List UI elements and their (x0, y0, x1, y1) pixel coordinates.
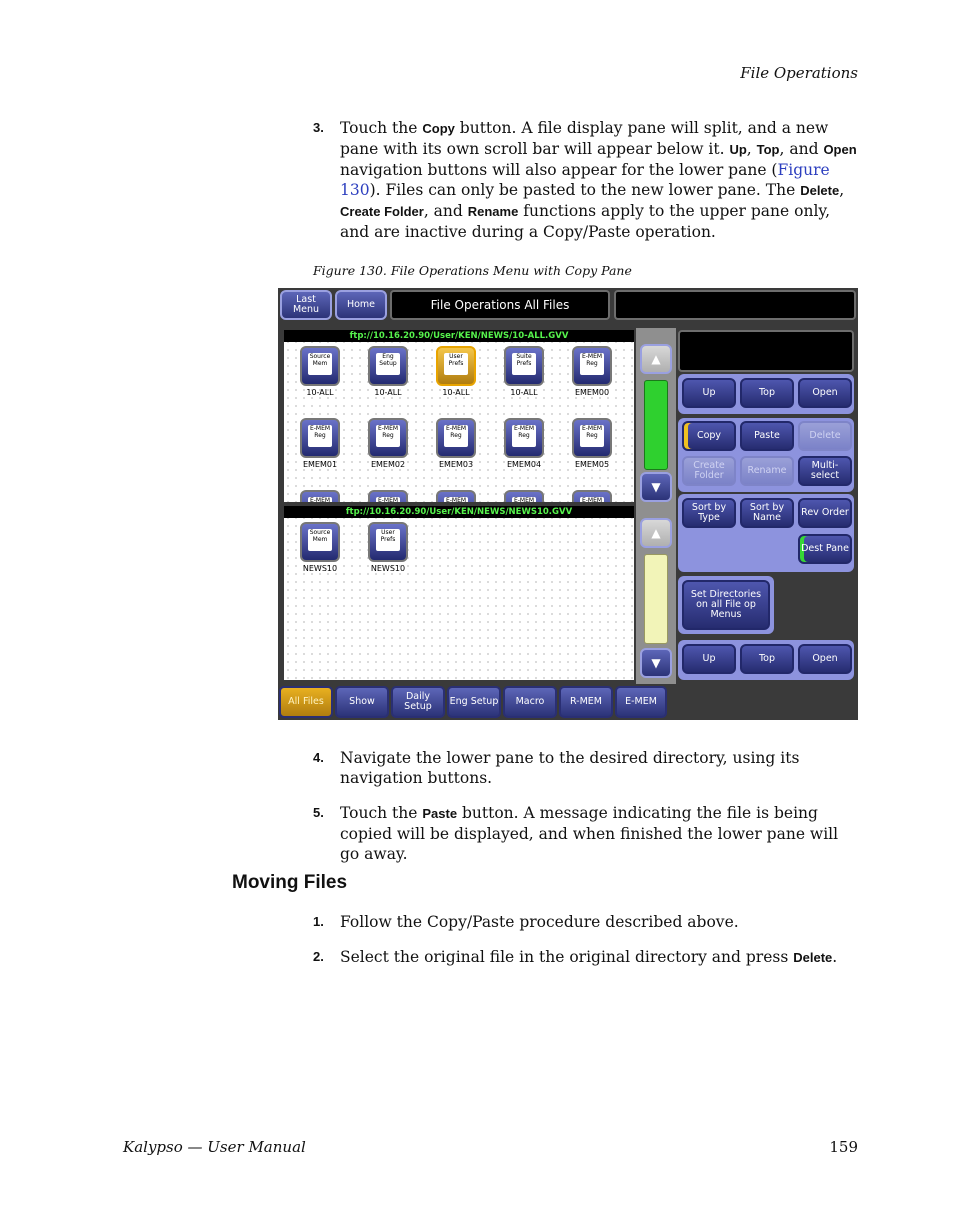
file-icon-selected[interactable] (436, 346, 476, 386)
lower-scroll-thumb[interactable] (644, 554, 668, 644)
step-5 (313, 803, 858, 864)
step-text: Navigate the lower pane to the desired directory, using its navigation buttons. (340, 749, 800, 787)
step-3 (313, 118, 858, 242)
file-icon-type: E-MEM Reg (444, 425, 468, 447)
figure-link[interactable]: Figure 130 (340, 161, 830, 199)
create-folder-button[interactable]: Create Folder (682, 456, 736, 486)
rev-order-button[interactable]: Rev Order (798, 498, 852, 528)
file-operations-screenshot (278, 288, 858, 720)
file-icon-type: E-MEM Reg (580, 425, 604, 447)
file-icon-partial[interactable] (368, 490, 408, 502)
file-icon[interactable] (504, 418, 544, 458)
file-icon-type: E-MEM Reg (376, 425, 400, 447)
tab-e-mem[interactable]: E-MEM (615, 686, 667, 718)
section-heading: Moving Files (232, 872, 348, 893)
upper-scroll-thumb[interactable] (644, 380, 668, 470)
file-label: 10-ALL (306, 388, 334, 397)
step-number: 4. (313, 750, 324, 765)
file-icon-type: Source Mem (308, 529, 332, 551)
file-icon[interactable] (504, 346, 544, 386)
file-icon[interactable] (572, 346, 612, 386)
file-icon-type: E-MEM Reg (512, 425, 536, 447)
upper-open-button[interactable]: Open (798, 378, 852, 408)
upper-file-pane[interactable] (284, 330, 634, 502)
moving-step-2 (313, 947, 858, 968)
file-label: EMEM05 (574, 460, 610, 469)
file-icon-type: User Prefs (376, 529, 400, 551)
file-label: 10-ALL (510, 388, 538, 397)
step-text: Touch the Copy button. A file display pane will split, and a new pane with its own scroll bar will appear below it. Up, Top, and Open navigation buttons will also appear for the lower pane (Figure 130). Files can only be pasted to the new lower pane. The Delete, Create Folder, and Rename functions apply to the upper pane only, and are inactive during a Copy/Paste operation. (340, 119, 857, 241)
ui-term-copy: Copy (422, 121, 455, 136)
ui-term-create-folder: Create Folder (340, 204, 424, 219)
rename-button[interactable]: Rename (740, 456, 794, 486)
file-label: 10-ALL (442, 388, 470, 397)
file-icon-type: E-MEM (376, 497, 400, 502)
upper-path-bar: ftp://10.16.20.90/User/KEN/NEWS/10-ALL.GVV (284, 330, 634, 342)
figure-caption: Figure 130. File Operations Menu with Copy Pane (313, 263, 632, 278)
file-icon-type: Source Mem (308, 353, 332, 375)
upper-up-button[interactable]: Up (682, 378, 736, 408)
ui-term-top: Top (756, 142, 780, 157)
last-menu-button[interactable]: Last Menu (280, 290, 332, 320)
file-icon-type: User Prefs (444, 353, 468, 375)
file-icon[interactable] (368, 522, 408, 562)
file-icon-type: E-MEM (512, 497, 536, 502)
multi-select-button[interactable]: Multi-select (798, 456, 852, 486)
paste-button[interactable]: Paste (740, 421, 794, 451)
step-number: 1. (313, 914, 324, 929)
file-icon-partial[interactable] (436, 490, 476, 502)
ui-term-delete: Delete (793, 950, 833, 965)
tab-eng-setup[interactable]: Eng Setup (447, 686, 501, 718)
menu-title: File Operations All Files (430, 298, 570, 312)
file-label: EMEM01 (302, 460, 338, 469)
file-icon[interactable] (368, 418, 408, 458)
tab-all-files[interactable]: All Files (279, 686, 333, 718)
step-number: 2. (313, 949, 324, 964)
tab-daily-setup[interactable]: Daily Setup (391, 686, 445, 718)
file-label: EMEM03 (438, 460, 474, 469)
running-header: File Operations (740, 64, 858, 82)
sort-by-name-button[interactable]: Sort by Name (740, 498, 794, 528)
file-label: EMEM04 (506, 460, 542, 469)
tab-show[interactable]: Show (335, 686, 389, 718)
home-button[interactable]: Home (335, 290, 387, 320)
delete-button[interactable]: Delete (798, 421, 852, 451)
status-bar (614, 290, 856, 320)
file-icon-type: E-MEM (308, 497, 332, 502)
tab-r-mem[interactable]: R-MEM (559, 686, 613, 718)
file-label: EMEM02 (370, 460, 406, 469)
step-number: 3. (313, 120, 324, 135)
file-icon-partial[interactable] (504, 490, 544, 502)
file-icon[interactable] (300, 346, 340, 386)
file-icon-partial[interactable] (572, 490, 612, 502)
file-icon[interactable] (572, 418, 612, 458)
file-icon[interactable] (436, 418, 476, 458)
file-icon-type: E-MEM Reg (580, 353, 604, 375)
page-number: 159 (829, 1138, 858, 1156)
sort-by-type-button[interactable]: Sort by Type (682, 498, 736, 528)
dest-pane-button[interactable]: Dest Pane (798, 534, 852, 564)
lower-path-bar: ftp://10.16.20.90/User/KEN/NEWS/NEWS10.GVV (284, 506, 634, 518)
lower-up-button[interactable]: Up (682, 644, 736, 674)
ui-term-open: Open (823, 142, 857, 157)
menu-title-bar (390, 290, 610, 320)
upper-scroll-down-icon[interactable]: ▼ (640, 472, 672, 502)
upper-top-button[interactable]: Top (740, 378, 794, 408)
set-directories-button[interactable]: Set Directories on all File op Menus (682, 580, 770, 630)
ui-term-rename: Rename (467, 204, 519, 219)
file-icon-type: Eng Setup (376, 353, 400, 375)
ui-term-up: Up (729, 142, 747, 157)
file-label: EMEM00 (574, 388, 610, 397)
lower-file-pane[interactable] (284, 506, 634, 680)
file-label: NEWS10 (302, 564, 338, 573)
file-icon[interactable] (300, 522, 340, 562)
ui-term-delete: Delete (800, 183, 840, 198)
file-label: NEWS10 (370, 564, 406, 573)
file-icon[interactable] (300, 418, 340, 458)
moving-step-1 (313, 912, 858, 932)
step-4 (313, 748, 858, 788)
step-text: Select the original file in the original directory and press Delete. (340, 948, 838, 966)
copy-button[interactable]: Copy (682, 421, 736, 451)
file-icon-type: E-MEM (580, 497, 604, 502)
lower-top-button[interactable]: Top (740, 644, 794, 674)
file-icon-partial[interactable] (300, 490, 340, 502)
lower-scroll-up-icon[interactable]: ▲ (640, 518, 672, 548)
tab-macro[interactable]: Macro (503, 686, 557, 718)
file-icon-type: E-MEM Reg (308, 425, 332, 447)
file-icon-type: E-MEM (444, 497, 468, 502)
info-display (678, 330, 854, 372)
upper-scroll-up-icon[interactable]: ▲ (640, 344, 672, 374)
file-label: 10-ALL (374, 388, 402, 397)
step-text: Follow the Copy/Paste procedure described above. (340, 913, 739, 931)
step-number: 5. (313, 805, 324, 820)
lower-scroll-down-icon[interactable]: ▼ (640, 648, 672, 678)
file-icon-type: Suite Prefs (512, 353, 536, 375)
ui-term-paste: Paste (422, 806, 458, 821)
file-icon[interactable] (368, 346, 408, 386)
footer-title: Kalypso — User Manual (123, 1138, 306, 1156)
lower-open-button[interactable]: Open (798, 644, 852, 674)
step-text: Touch the Paste button. A message indicating the file is being copied will be displayed, and when finished the lower pane will go away. (340, 804, 839, 863)
